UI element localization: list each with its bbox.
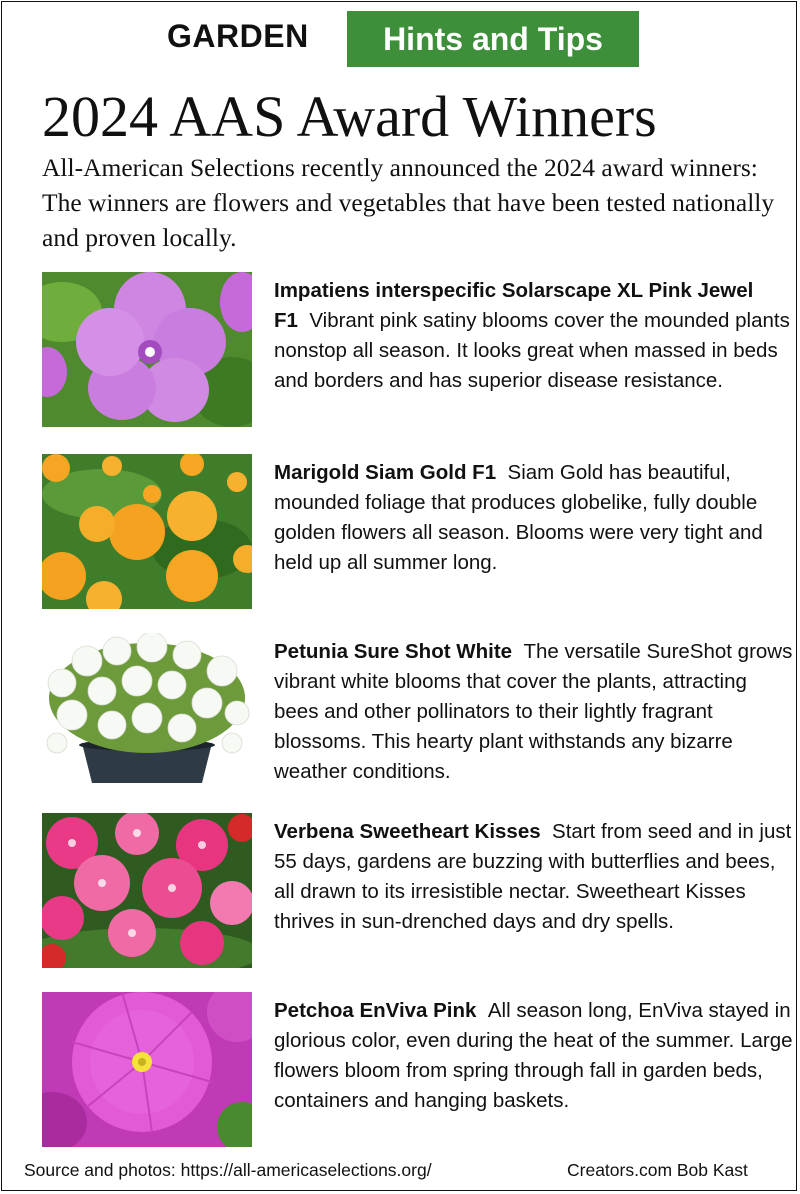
entry-text: Siam Gold has beautiful, mounded foliage that produces globelike, fully double golden flowers all season. Blooms were very tight and held up all summer long.	[274, 461, 763, 574]
entry-description	[274, 276, 794, 396]
source-credit: Source and photos: https://all-americaselections.org/	[24, 1160, 432, 1180]
entry-name: Impatiens interspecific Solarscape XL Pink Jewel F1	[274, 279, 754, 332]
pink-impatiens-photo	[42, 272, 252, 427]
entry-text: Start from seed and in just 55 days, gardens are buzzing with butterflies and bees, all drawn to its irresistible nectar. Sweetheart Kisses thrives in sun-drenched days and dry spells.	[274, 820, 792, 933]
entry-description	[274, 458, 794, 578]
headline: 2024 AAS Award Winners	[42, 84, 657, 149]
hints-and-tips-banner: Hints and Tips	[347, 11, 639, 67]
entry-text: The versatile SureShot grows vibrant white blooms that cover the plants, attracting bees and other pollinators to their lightly fragrant blossoms. This hearty plant withstands any bizarre weather conditions.	[274, 640, 793, 783]
entry-description	[274, 996, 794, 1116]
column-header	[2, 10, 798, 66]
article-frame	[1, 1, 797, 1191]
garden-label: GARDEN	[167, 18, 309, 54]
entry-description	[274, 817, 794, 937]
entry-impatiens	[42, 272, 790, 432]
intro-paragraph: All-American Selections recently announced the 2024 award winners: The winners are flowers and vegetables that have been tested nationally and proven locally.	[42, 153, 775, 252]
entry-name: Petchoa EnViva Pink	[274, 999, 477, 1022]
entry-text: All season long, EnViva stayed in glorious color, even during the heat of the summer. Large flowers bloom from spring through fall in garden beds, containers and hanging baskets.	[274, 999, 793, 1112]
white-petunia-photo	[42, 633, 252, 788]
pink-petchoa-photo	[42, 992, 252, 1147]
author-credit: Creators.com Bob Kast	[567, 1160, 748, 1180]
entry-marigold	[42, 454, 782, 614]
entry-petunia	[42, 633, 793, 793]
verbena-photo	[42, 813, 252, 968]
entry-text: Vibrant pink satiny blooms cover the mounded plants nonstop all season. It looks great when massed in beds and borders and has superior disease resistance.	[274, 309, 790, 392]
entry-description	[274, 637, 794, 787]
entry-petchoa	[42, 992, 793, 1152]
gold-marigold-photo	[42, 454, 252, 609]
entry-name: Marigold Siam Gold F1	[274, 461, 497, 484]
entry-name: Verbena Sweetheart Kisses	[274, 820, 541, 843]
entry-verbena	[42, 813, 792, 973]
entry-name: Petunia Sure Shot White	[274, 640, 513, 663]
